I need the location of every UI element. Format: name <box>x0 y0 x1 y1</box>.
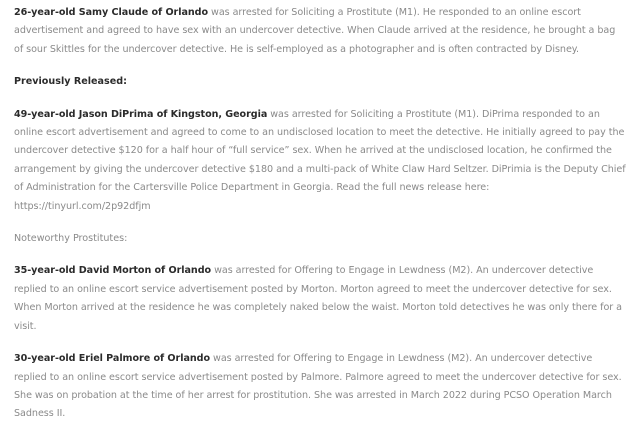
arrestee-name: 26-year-old Samy Claude of Orlando <box>14 7 209 18</box>
arrest-description: was arrested for Offering to Engage in Lewdness (M2). An undercover detective replied to an online escort service advertisement posted by Morton. Morton agreed to meet the undercover detective for sex. When Morton arrived at the residence he was completely naked below the waist. Morton told detectives he was only there for a visit. <box>14 265 622 332</box>
arrestee-name: 49-year-old Jason DiPrima of Kingston, Georgia <box>14 108 268 120</box>
arrest-description: was arrested for Soliciting a Prostitute (M1). He responded to an online escort advertisement and agreed to have sex with an undercover detective. When Claude arrived at the residence, he brought a bag of sour Skittles for the undercover detective. He is self-employed as a photographer and is often contracted by Disney. <box>14 7 616 55</box>
arrest-description: was arrested for Offering to Engage in Lewdness (M2). An undercover detective replied to an online escort service advertisement posted by Palmore. Palmore agreed to meet the undercover detective for sex. She was on probation at the time of her arrest for prostitution. She was arrested in March 2022 during PCSO Operation March Sadness II. <box>14 353 622 420</box>
section-heading-previously-released: Previously Released: <box>14 76 127 88</box>
section-label-noteworthy-prostitutes: Noteworthy Prostitutes: <box>14 233 128 245</box>
arrest-description: was arrested for Soliciting a Prostitute (M1). DiPrima responded to an online escort advertisement and agreed to come to an undisclosed location to meet the detective. He initially agreed to pay the undercover detective $120 for a half hour of “full service” sex. When he arrived at the undisclosed location, he confirmed the arrangement by giving the undercover detective $180 and a multi-pack of White Claw Hard Seltzer. DiPrimia is the Deputy Chief of Administration for the Cartersville Police Department in Georgia. Read the full news release here: https://tinyurl.com/2p92dfjm <box>14 108 626 212</box>
arrestee-name: 30-year-old Eriel Palmore of Orlando <box>14 353 211 365</box>
arrest-paragraph-claude <box>14 4 626 59</box>
arrest-paragraph-morton <box>14 262 626 336</box>
arrest-paragraph-palmore <box>14 350 626 424</box>
arrest-paragraph-diprima <box>14 106 626 216</box>
arrestee-name: 35-year-old David Morton of Orlando <box>14 265 212 277</box>
